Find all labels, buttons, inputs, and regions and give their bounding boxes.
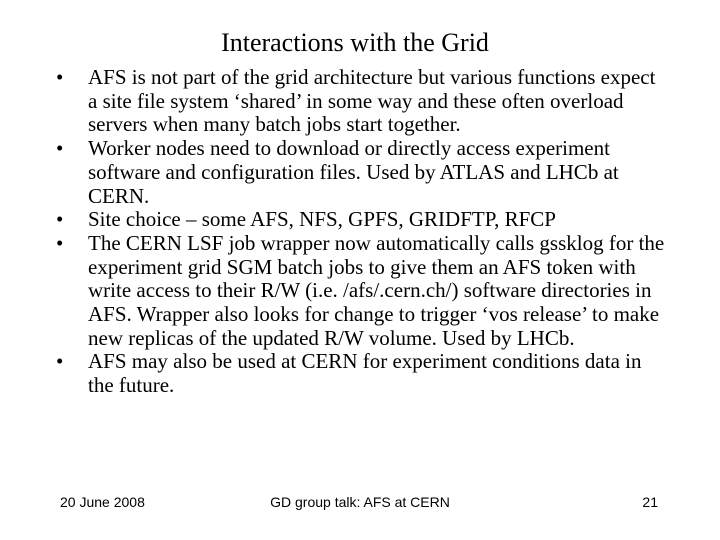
bullet-text: The CERN LSF job wrapper now automatically calls gssklog for the experiment grid SGM batch jobs to give them an AFS token with write access to their R/W (i.e. /afs/.cern.ch/) software directories in AFS. Wrapper also looks for change to trigger ‘vos release’ to make new replicas of the updated R/W volume. Used by LHCb. bbox=[88, 230, 665, 350]
bullet-list bbox=[56, 66, 666, 398]
footer-date: 20 June 2008 bbox=[60, 494, 145, 510]
page-number: 21 bbox=[642, 494, 658, 510]
footer-title: GD group talk: AFS at CERN bbox=[270, 494, 450, 510]
bullet-icon: • bbox=[56, 230, 64, 255]
bullet-item bbox=[56, 137, 666, 208]
bullet-item bbox=[56, 66, 666, 137]
bullet-text: Site choice – some AFS, NFS, GPFS, GRIDFTP, RFCP bbox=[88, 207, 556, 232]
bullet-text: Worker nodes need to download or directly access experiment software and configuration files. Used by ATLAS and LHCb at CERN. bbox=[88, 136, 619, 208]
slide-title: Interactions with the Grid bbox=[221, 28, 489, 57]
bullet-icon: • bbox=[56, 349, 64, 374]
bullet-icon: • bbox=[56, 65, 64, 89]
bullet-item bbox=[56, 232, 666, 351]
bullet-item bbox=[56, 208, 666, 232]
bullet-text: AFS is not part of the grid architecture but various functions expect a site file system ‘shared’ in some way and these often overload servers when many batch jobs start together. bbox=[88, 65, 656, 137]
bullet-icon: • bbox=[56, 136, 64, 161]
bullet-icon: • bbox=[56, 207, 64, 232]
bullet-text: AFS may also be used at CERN for experiment conditions data in the future. bbox=[88, 349, 642, 398]
bullet-item bbox=[56, 350, 666, 397]
